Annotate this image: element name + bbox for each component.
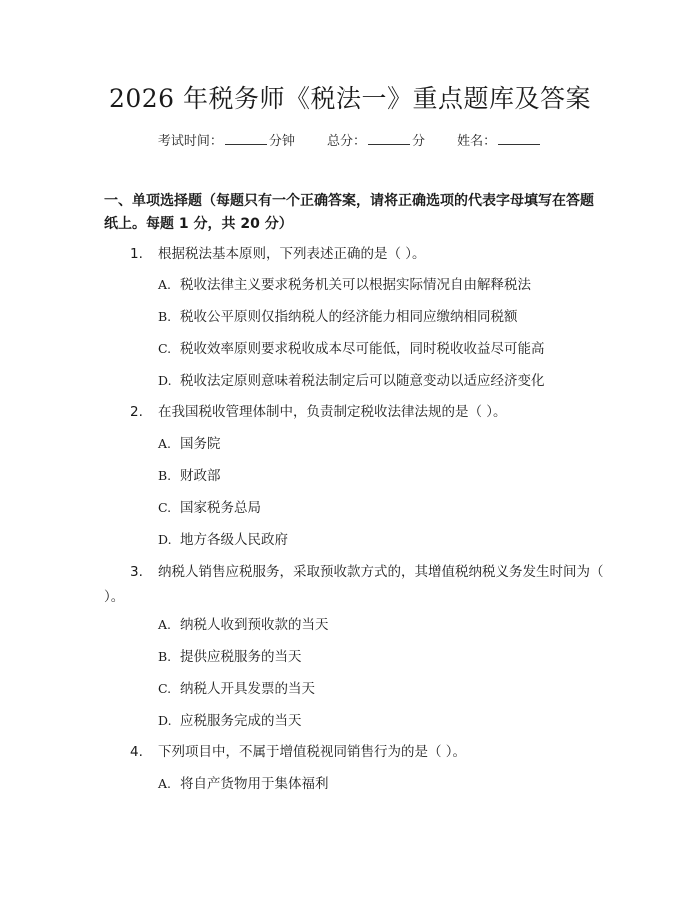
option-letter: D. <box>158 532 172 547</box>
total-score-field <box>327 130 425 153</box>
option-letter: C. <box>158 341 172 356</box>
total-score-unit: 分 <box>412 134 426 149</box>
question-3-option-c <box>158 678 315 700</box>
option-text: 税收法定原则意味着税法制定后可以随意变动以适应经济变化 <box>180 373 545 389</box>
exam-time-blank <box>225 130 267 145</box>
question-2 <box>130 401 507 423</box>
option-text: 地方各级人民政府 <box>180 532 288 548</box>
section-heading: 一、单项选择题（每题只有一个正确答案，请将正确选项的代表字母填写在答题纸上。每题 1 分，共 20 分） <box>104 193 594 232</box>
name-label: 姓名： <box>457 134 497 149</box>
question-3 <box>104 560 604 610</box>
question-text: 在我国税收管理体制中，负责制定税收法律法规的是（ ）。 <box>158 404 507 420</box>
document-title: 2026 年税务师《税法一》重点题库及答案 <box>108 84 592 113</box>
option-text: 纳税人收到预收款的当天 <box>180 617 329 633</box>
option-text: 将自产货物用于集体福利 <box>180 776 329 792</box>
option-letter: D. <box>158 713 172 728</box>
question-1-option-b <box>158 306 518 328</box>
question-2-option-a <box>158 433 221 455</box>
option-text: 提供应税服务的当天 <box>180 649 302 665</box>
option-letter: A. <box>158 617 172 632</box>
question-3-option-d <box>158 710 302 732</box>
option-letter: B. <box>158 649 172 664</box>
question-4-option-a <box>158 773 329 795</box>
option-text: 应税服务完成的当天 <box>180 713 302 729</box>
question-1 <box>130 243 426 265</box>
exam-info-line <box>0 130 700 153</box>
option-text: 税收公平原则仅指纳税人的经济能力相同应缴纳相同税额 <box>180 309 518 325</box>
option-letter: A. <box>158 277 172 292</box>
total-score-label: 总分： <box>326 134 366 149</box>
question-1-option-c <box>158 338 545 360</box>
question-2-option-b <box>158 465 221 487</box>
question-4 <box>130 741 466 763</box>
question-1-option-d <box>158 370 545 392</box>
option-letter: A. <box>158 436 172 451</box>
exam-time-field <box>158 130 295 153</box>
option-letter: D. <box>158 373 172 388</box>
question-3-option-a <box>158 614 329 636</box>
question-number: 3. <box>130 564 143 580</box>
exam-time-label: 考试时间： <box>157 134 223 149</box>
question-number: 2. <box>130 404 143 420</box>
question-2-option-c <box>158 497 261 519</box>
question-number: 1. <box>130 246 143 262</box>
name-blank <box>498 130 540 145</box>
option-text: 税收效率原则要求税收成本尽可能低，同时税收收益尽可能高 <box>180 341 545 357</box>
exam-time-unit: 分钟 <box>268 134 295 149</box>
option-letter: B. <box>158 468 172 483</box>
option-text: 财政部 <box>180 468 221 484</box>
option-text: 国务院 <box>180 436 221 452</box>
option-letter: C. <box>158 500 172 515</box>
question-number: 4. <box>130 744 143 760</box>
question-2-option-d <box>158 529 288 551</box>
option-text: 国家税务总局 <box>180 500 261 516</box>
total-score-blank <box>368 130 410 145</box>
option-letter: A. <box>158 776 172 791</box>
question-3-option-b <box>158 646 302 668</box>
option-text: 纳税人开具发票的当天 <box>180 681 315 697</box>
question-text: 下列项目中，不属于增值税视同销售行为的是（ ）。 <box>158 744 467 760</box>
option-text: 税收法律主义要求税务机关可以根据实际情况自由解释税法 <box>180 277 531 293</box>
question-1-option-a <box>158 274 531 296</box>
question-text: 纳税人销售应税服务，采取预收款方式的，其增值税纳税义务发生时间为（ ）。 <box>104 564 604 605</box>
name-field <box>457 130 542 153</box>
question-text: 根据税法基本原则，下列表述正确的是（ ）。 <box>158 246 426 262</box>
option-letter: C. <box>158 681 172 696</box>
option-letter: B. <box>158 309 172 324</box>
